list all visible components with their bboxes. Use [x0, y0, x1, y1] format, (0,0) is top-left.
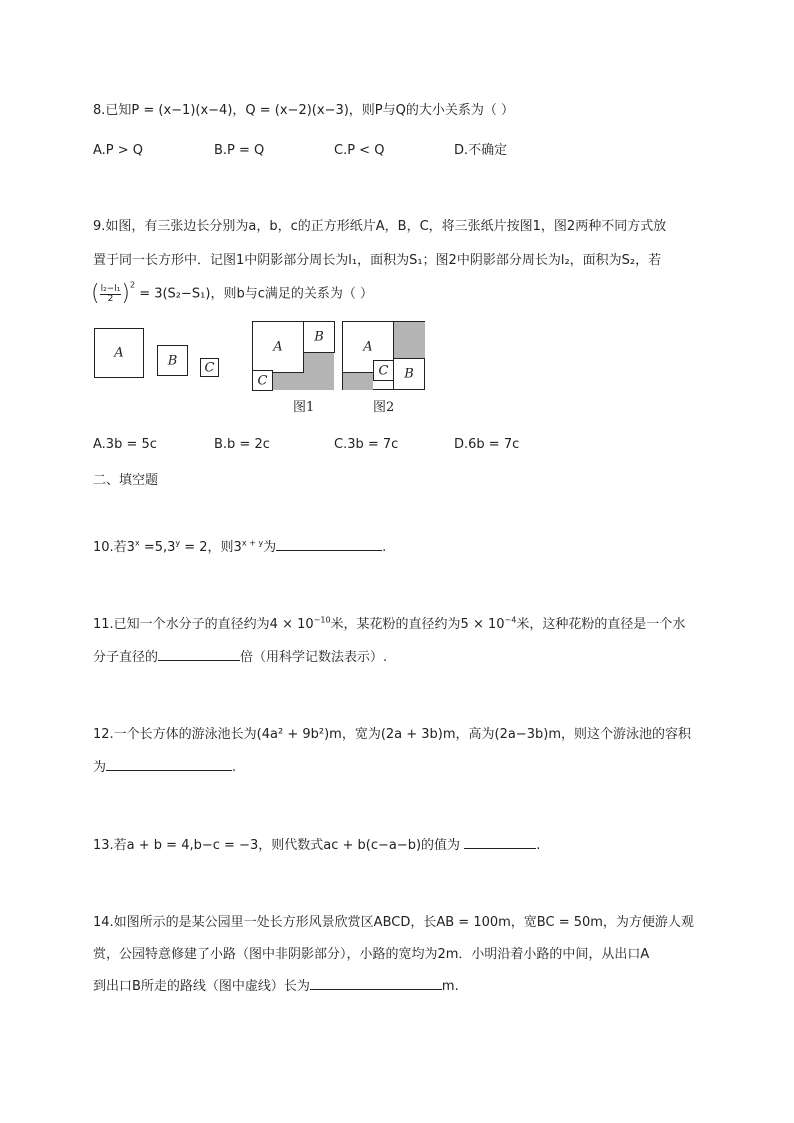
- q9-option-d: D.6b = 7c: [454, 437, 520, 452]
- q14-blank[interactable]: [310, 977, 442, 990]
- q9-fraction: [100, 285, 122, 304]
- q12-blank[interactable]: [106, 758, 232, 771]
- fig1-square-b: B: [303, 321, 335, 353]
- q8-option-c: C.P < Q: [334, 143, 385, 158]
- q9-frac-den: 2: [107, 293, 114, 304]
- section-title: 二、填空题: [93, 473, 159, 488]
- q14-line1: 14.如图所示的是某公园里一处长方形风景欣赏区ABCD，长AB = 100m，宽BC = 50m，为方便游人观: [93, 915, 694, 930]
- q14-line3: 到出口B所走的路线（图中虚线）长为 m.: [93, 979, 459, 994]
- q12-line2: 为 .: [93, 760, 237, 775]
- q13: 13.若a + b = 4,b−c = −3，则代数式ac + b(c−a−b)的值为 .: [93, 838, 541, 853]
- q8-option-a: A.P > Q: [93, 143, 144, 158]
- fig2-square-c: C: [373, 360, 394, 381]
- q9-option-c: C.3b = 7c: [334, 437, 399, 452]
- fig2-square-b: B: [393, 358, 425, 390]
- q13-blank[interactable]: [464, 836, 536, 849]
- q9-option-b: B.b = 2c: [214, 437, 270, 452]
- square-b: B: [157, 345, 188, 376]
- q14-line2: 赏，公园特意修建了小路（图中非阴影部分），小路的宽均为2m．小明沿着小路的中间，从出口A: [93, 947, 650, 962]
- q8-option-b: B.P = Q: [214, 143, 265, 158]
- q11-line2: 分子直径的 倍（用科学记数法表示）.: [93, 650, 388, 665]
- q12-line1: 12.一个长方体的游泳池长为(4a² + 9b²)m，宽为(2a + 3b)m，高为(2a−3b)m，则这个游泳池的容积: [93, 727, 692, 742]
- fig1-square-a: A: [252, 321, 304, 373]
- fig1-caption: 图1: [293, 400, 315, 415]
- q8-stem: 8.已知P = (x−1)(x−4)，Q = (x−2)(x−3)，则P与Q的大小关系为（ ）: [93, 103, 514, 118]
- fig1-square-c: C: [252, 370, 273, 391]
- fig1-rectangle: [252, 321, 334, 390]
- q9-line3-rest: = 3(S₂−S₁)，则b与c满足的关系为（ ）: [139, 286, 373, 302]
- fig2-rectangle: [342, 321, 425, 390]
- q9-line1: 9.如图，有三张边长分别为a，b，c的正方形纸片A，B，C，将三张纸片按图1，图2两种不同方式放: [93, 219, 667, 234]
- q10-blank[interactable]: [276, 538, 382, 551]
- q9-line3: ( $\frac{\text{l₂−l₁}}{2}$ )$^2$ = 3(S₂−S₁)，则b与c满足的关系为（ ）: [91, 280, 373, 306]
- q9-line2: 置于同一长方形中．记图1中阴影部分周长为l₁，面积为S₁；图2中阴影部分周长为l₂，面积为S₂，若: [93, 253, 662, 268]
- q9-frac-num: l₂−l₁: [100, 283, 121, 294]
- fig2-square-a: A: [342, 321, 394, 373]
- fig2-shade-bottom: [343, 371, 373, 390]
- q10: 10.若$3^x =5,3^y = 2$，则$3^{x + y}$为 .: [93, 538, 387, 555]
- fig2-caption: 图2: [373, 400, 395, 415]
- square-a: A: [94, 328, 144, 378]
- square-c: C: [200, 358, 219, 377]
- q9-option-a: A.3b = 5c: [93, 437, 157, 452]
- q11-line1: 11.已知一个水分子的直径约为$4 \times 10^{-10}$米，某花粉的直径约为$5 \times 10^{-4}$米，这种花粉的直径是一个水: [93, 615, 686, 632]
- q8-option-d: D.不确定: [454, 143, 508, 158]
- fig2-shade-right: [394, 322, 425, 359]
- q11-blank[interactable]: [158, 648, 240, 661]
